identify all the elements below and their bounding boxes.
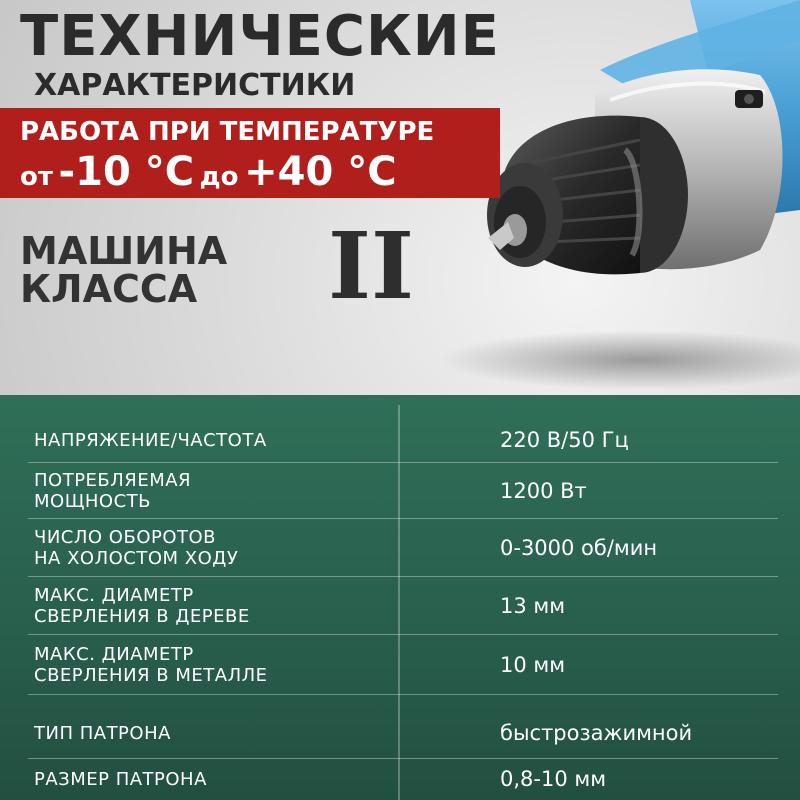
- spec-value: 10 мм: [500, 653, 566, 677]
- spec-label: [34, 417, 267, 463]
- temperature-range: [20, 148, 397, 204]
- spec-label-line: НА ХОЛОСТОМ ХОДУ: [34, 548, 239, 569]
- machine-class-label: [20, 229, 228, 311]
- machine-class-value: II: [328, 212, 415, 320]
- spec-row: [0, 577, 800, 635]
- spec-row: [0, 635, 800, 695]
- spec-label: [34, 635, 268, 695]
- machine-class-label-line-2: КЛАССА: [20, 267, 198, 311]
- spec-label-line: НАПРЯЖЕНИЕ/ЧАСТОТА: [34, 429, 267, 451]
- spec-label-line: СВЕРЛЕНИЯ В МЕТАЛЛЕ: [34, 665, 268, 686]
- spec-value: 1200 Вт: [500, 479, 587, 503]
- temperature-from-word: от: [20, 162, 53, 192]
- spec-value: 13 мм: [500, 594, 566, 618]
- spec-row: [0, 519, 800, 577]
- spec-label-line: МОЩНОСТЬ: [34, 491, 152, 512]
- temperature-max-value: +40 °С: [244, 149, 397, 195]
- spec-label: [34, 577, 250, 635]
- spec-label-line: МАКС. ДИАМЕТР: [34, 644, 194, 665]
- spec-value: 0-3000 об/мин: [500, 536, 658, 560]
- spec-label: [34, 759, 207, 799]
- temperature-banner: [0, 108, 500, 198]
- spec-value: 0,8-10 мм: [500, 767, 607, 791]
- spec-row: [0, 707, 800, 759]
- spec-value: быстрозажимной: [500, 721, 693, 745]
- temperature-min-value: -10 °С: [58, 149, 195, 195]
- spec-label-line: ЧИСЛО ОБОРОТОВ: [34, 527, 217, 548]
- spec-row: [0, 759, 800, 799]
- machine-class-label-line-1: МАШИНА: [20, 229, 228, 273]
- drill-chuck-shape: [487, 116, 688, 275]
- spec-label-line: МАКС. ДИАМЕТР: [34, 585, 194, 606]
- spec-label: [34, 707, 171, 759]
- spec-label-line: СВЕРЛЕНИЯ В ДЕРЕВЕ: [34, 606, 250, 627]
- spec-label-line: ТИП ПАТРОНА: [34, 722, 171, 744]
- title-line-1: ТЕХНИЧЕСКИЕ: [20, 4, 500, 69]
- spec-value: 220 В/50 Гц: [500, 428, 629, 452]
- spec-label: [34, 519, 238, 577]
- temperature-to-word: до: [199, 162, 239, 192]
- spec-row: [0, 463, 800, 519]
- spec-label-line: РАЗМЕР ПАТРОНА: [34, 768, 207, 790]
- spec-label: [34, 463, 191, 519]
- spec-label-line: ПОТРЕБЛЯЕМАЯ: [34, 470, 192, 491]
- temperature-banner-heading: РАБОТА ПРИ ТЕМПЕРАТУРЕ: [20, 117, 435, 147]
- spec-row: [0, 417, 800, 463]
- spec-table: [0, 395, 800, 800]
- title-line-2: ХАРАКТЕРИСТИКИ: [34, 68, 356, 103]
